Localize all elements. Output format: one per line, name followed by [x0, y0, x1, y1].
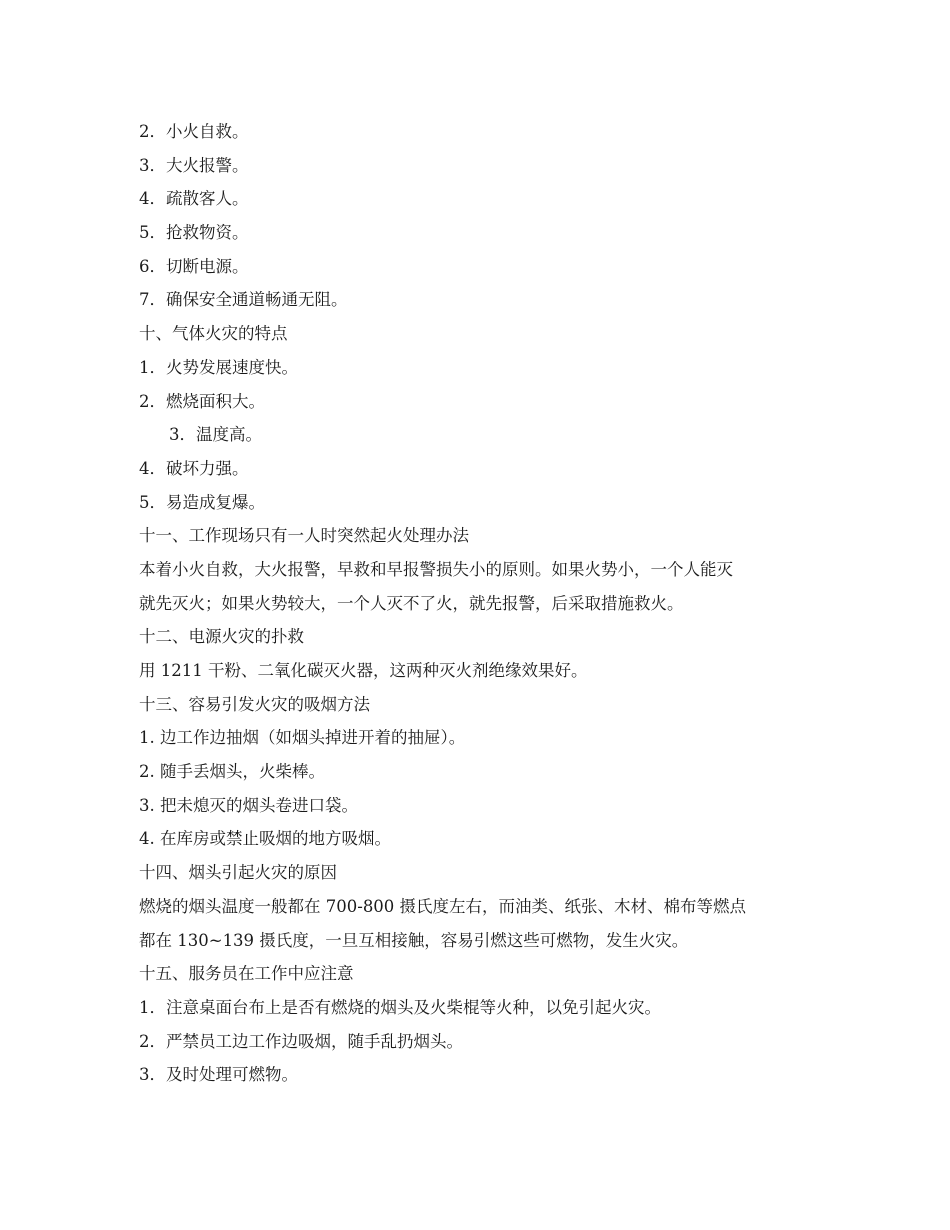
- paragraph-line: 燃烧的烟头温度一般都在 700-800 摄氏度左右，而油类、纸张、木材、棉布等燃点: [139, 896, 747, 916]
- list-item: 2. 随手丢烟头，火柴棒。: [139, 762, 325, 782]
- list-item: 4. 在库房或禁止吸烟的地方吸烟。: [139, 829, 391, 849]
- paragraph-line: 用 1211 干粉、二氧化碳灭火器，这两种灭火剂绝缘效果好。: [139, 661, 588, 680]
- section-heading: 十三、容易引发火灾的吸烟方法: [139, 694, 370, 714]
- paragraph-line: 就先灭火；如果火势较大，一个人灭不了火，就先报警，后采取措施救火。: [139, 593, 684, 613]
- list-item: 4．破坏力强。: [139, 458, 249, 478]
- list-item: 3．及时处理可燃物。: [139, 1065, 298, 1085]
- section-heading: 十一、工作现场只有一人时突然起火处理办法: [139, 526, 469, 546]
- list-item: 2．燃烧面积大。: [139, 391, 265, 411]
- list-item: 3. 把未熄灭的烟头卷进口袋。: [139, 795, 358, 815]
- list-item: 3．大火报警。: [139, 155, 249, 175]
- section-heading: 十二、电源火灾的扑救: [139, 627, 304, 647]
- section-heading: 十五、服务员在工作中应注意: [139, 964, 354, 984]
- list-item: 1．注意桌面台布上是否有燃烧的烟头及火柴棍等火种，以免引起火灾。: [139, 997, 661, 1017]
- section-heading: 十、气体火灾的特点: [139, 324, 288, 344]
- section-heading: 十四、烟头引起火灾的原因: [139, 863, 337, 883]
- list-item: 2．严禁员工边工作边吸烟，随手乱扔烟头。: [139, 1031, 463, 1051]
- list-item: 1. 边工作边抽烟（如烟头掉进开着的抽屉）。: [139, 728, 466, 748]
- list-item: 6．切断电源。: [139, 256, 249, 276]
- list-item: 7．确保安全通道畅通无阻。: [139, 290, 348, 310]
- list-item: 2．小火自救。: [139, 122, 249, 141]
- paragraph-line: 本着小火自救，大火报警，早救和早报警损失小的原则。如果火势小，一个人能灭: [139, 559, 733, 579]
- list-item: 1．火势发展速度快。: [139, 357, 298, 377]
- list-item: 5．抢救物资。: [139, 223, 249, 243]
- list-item: 5．易造成复爆。: [139, 492, 265, 512]
- paragraph-line: 都在 130~139 摄氏度，一旦互相接触，容易引燃这些可燃物，发生火灾。: [139, 930, 689, 950]
- list-item: 3．温度高。: [169, 425, 262, 445]
- document-body: [139, 115, 819, 1092]
- list-item: 4．疏散客人。: [139, 189, 249, 209]
